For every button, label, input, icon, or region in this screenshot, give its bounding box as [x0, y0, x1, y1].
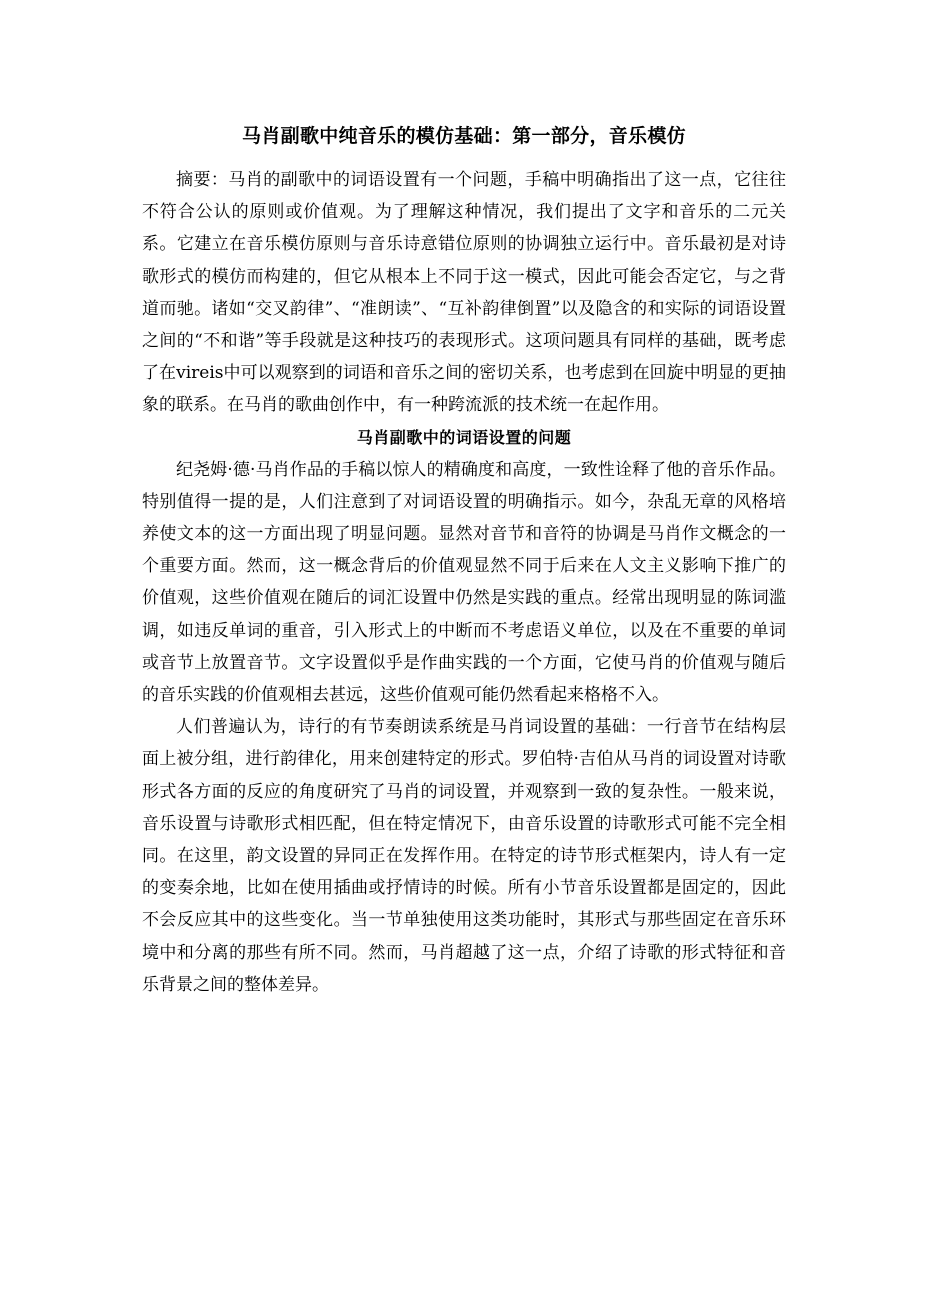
abstract-paragraph: 摘要：马肖的副歌中的词语设置有一个问题，手稿中明确指出了这一点，它往往不符合公认的原则或价值观。为了理解这种情况，我们提出了文字和音乐的二元关系。它建立在音乐模仿原则与音乐诗意错位原则的协调独立运行中。音乐最初是对诗歌形式的模仿而构建的，但它从根本上不同于这一模式，因此可能会否定它，与之背道而驰。诸如“交叉韵律”、“准朗读”、“互补韵律倒置”以及隐含的和实际的词语设置之间的“不和谐”等手段就是这种技巧的表现形式。这项问题具有同样的基础，既考虑了在vireis中可以观察到的词语和音乐之间的密切关系，也考虑到在回旋中明显的更抽象的联系。在马肖的歌曲创作中，有一种跨流派的技术统一在起作用。: [142, 170, 786, 416]
document-page: [142, 118, 786, 1001]
body-paragraph-1: 纪尧姆·德·马肖作品的手稿以惊人的精确度和高度，一致性诠释了他的音乐作品。特别值得一提的是，人们注意到了对词语设置的明确指示。如今，杂乱无章的风格培养使文本的这一方面出现了明显问题。显然对音节和音符的协调是马肖作文概念的一个重要方面。然而，这一概念背后的价值观显然不同于后来在人文主义影响下推广的价值观，这些价值观在随后的词汇设置中仍然是实践的重点。经常出现明显的陈词滥调，如违反单词的重音，引入形式上的中断而不考虑语义单位，以及在不重要的单词或音节上放置音节。文字设置似乎是作曲实践的一个方面，它使马肖的价值观与随后的音乐实践的价值观相去甚远，这些价值观可能仍然看起来格格不入。: [142, 459, 786, 706]
body-paragraph-2: 人们普遍认为，诗行的有节奏朗读系统是马肖词设置的基础：一行音节在结构层面上被分组，进行韵律化，用来创建特定的形式。罗伯特·吉伯从马肖的词设置对诗歌形式各方面的反应的角度研究了马肖的词设置，并观察到一致的复杂性。一般来说，音乐设置与诗歌形式相匹配，但在特定情况下，由音乐设置的诗歌形式可能不完全相同。在这里，韵文设置的异同正在发挥作用。在特定的诗节形式框架内，诗人有一定的变奏余地，比如在使用插曲或抒情诗的时候。所有小节音乐设置都是固定的，因此不会反应其中的这些变化。当一节单独使用这类功能时，其形式与那些固定在音乐环境中和分离的那些有所不同。然而，马肖超越了这一点，介绍了诗歌的形式特征和音乐背景之间的整体差异。: [142, 717, 786, 995]
document-title: 马肖副歌中纯音乐的模仿基础：第一部分，音乐模仿: [242, 125, 686, 147]
section-heading: 马肖副歌中的词语设置的问题: [356, 427, 572, 447]
